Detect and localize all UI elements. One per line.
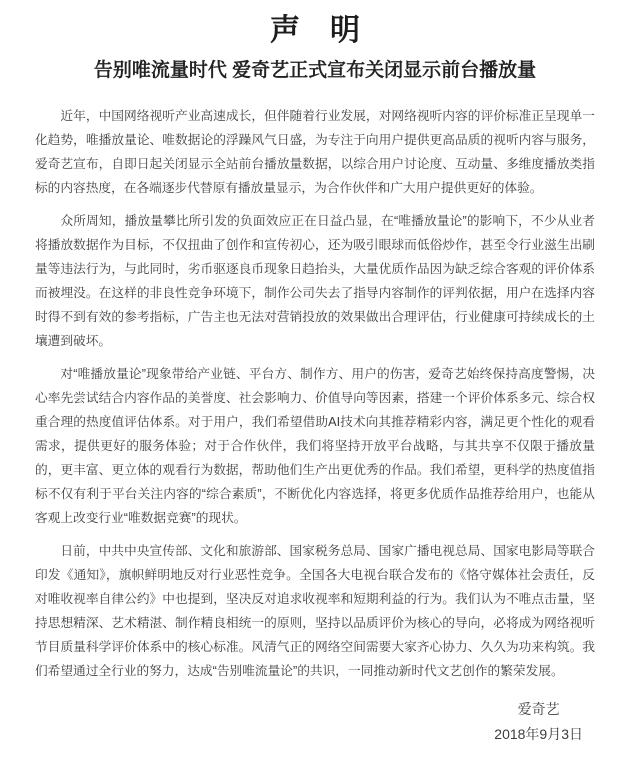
page-subtitle: 告别唯流量时代 爱奇艺正式宣布关闭显示前台播放量 — [93, 60, 537, 81]
paragraph-3: 对“唯播放量论”现象带给产业链、平台方、制作方、用户的伤害，爱奇艺始终保持高度警惕，决心率先尝试结合内容作品的美誉度、社会影响力、价值导向等因素，搭建一个评价体系多元、综合权重合理的热度值评估体系。对于用户，我们希望借助AI技术向其推荐精彩内容，满足更个性化的观看需求，提供更好的服务体验；对于合作伙伴，我们将坚持开放平台战略，与其共享不仅限于播放量的，更丰富、更立体的观看行为数据，帮助他们生产出更优秀的作品。我们希望，更科学的热度值指标不仅有利于平台关注内容的“综合素质”，不断优化内容选择，将更多优质作品推荐给用户，也能从客观上改变行业“唯数据竞赛”的现状。 — [35, 367, 595, 525]
paragraph-1: 近年，中国网络视听产业高速成长，但伴随着行业发展，对网络视听内容的评价标准正呈现单一化趋势，唯播放量论、唯数据论的浮躁风气日盛，为专注于向用户提供更高品质的视听内容与服务，爱奇艺宣布，自即日起关闭显示全站前台播放量数据，以综合用户讨论度、互动量、多维度播放类指标的内容热度，在各端逐步代替原有播放量显示，为合作伙伴和广大用户提供更好的体验。 — [35, 109, 595, 195]
document-body — [35, 104, 595, 683]
paragraph-2: 众所周知，播放量攀比所引发的负面效应正在日益凸显，在“唯播放量论”的影响下，不少从业者将播放数据作为目标，不仅扭曲了创作和宣传初心，还为吸引眼球而低俗炒作，甚至令行业滋生出刷量等违法行为，与此同时，劣币驱逐良币现象日趋抬头，大量优质作品因为缺乏综合客观的评价体系而被埋没。在这样的非良性竞争环境下，制作公司失去了指导内容制作的评判依据，用户在选择内容时得不到有效的参考指标，广告主也无法对营销投放的效果做出合理评估，行业健康可持续成长的土壤遭到破坏。 — [35, 214, 595, 348]
signature-block — [35, 697, 595, 747]
page-title: 声 明 — [270, 14, 360, 47]
signature-date: 2018年9月3日 — [494, 726, 583, 742]
signature-name: 爱奇艺 — [517, 701, 560, 717]
paragraph-4: 日前，中共中央宣传部、文化和旅游部、国家税务总局、国家广播电视总局、国家电影局等联合印发《通知》，旗帜鲜明地反对行业恶性竞争。全国各大电视台联合发布的《恪守媒体社会责任，反对唯收视率自律公约》中也提到，坚决反对追求收视率和短期利益的行为。我们认为不唯点击量，坚持思想精深、艺术精湛、制作精良相统一的原则，坚持以品质评价为核心的导向，必将成为网络视听节目质量科学评价体系中的核心标准。风清气正的网络空间需要大家齐心协力、久久为功来构筑。我们希望通过全行业的努力，达成“告别唯流量论”的共识，一同推动新时代文艺创作的繁荣发展。 — [35, 544, 595, 678]
signature-inner — [494, 697, 583, 747]
